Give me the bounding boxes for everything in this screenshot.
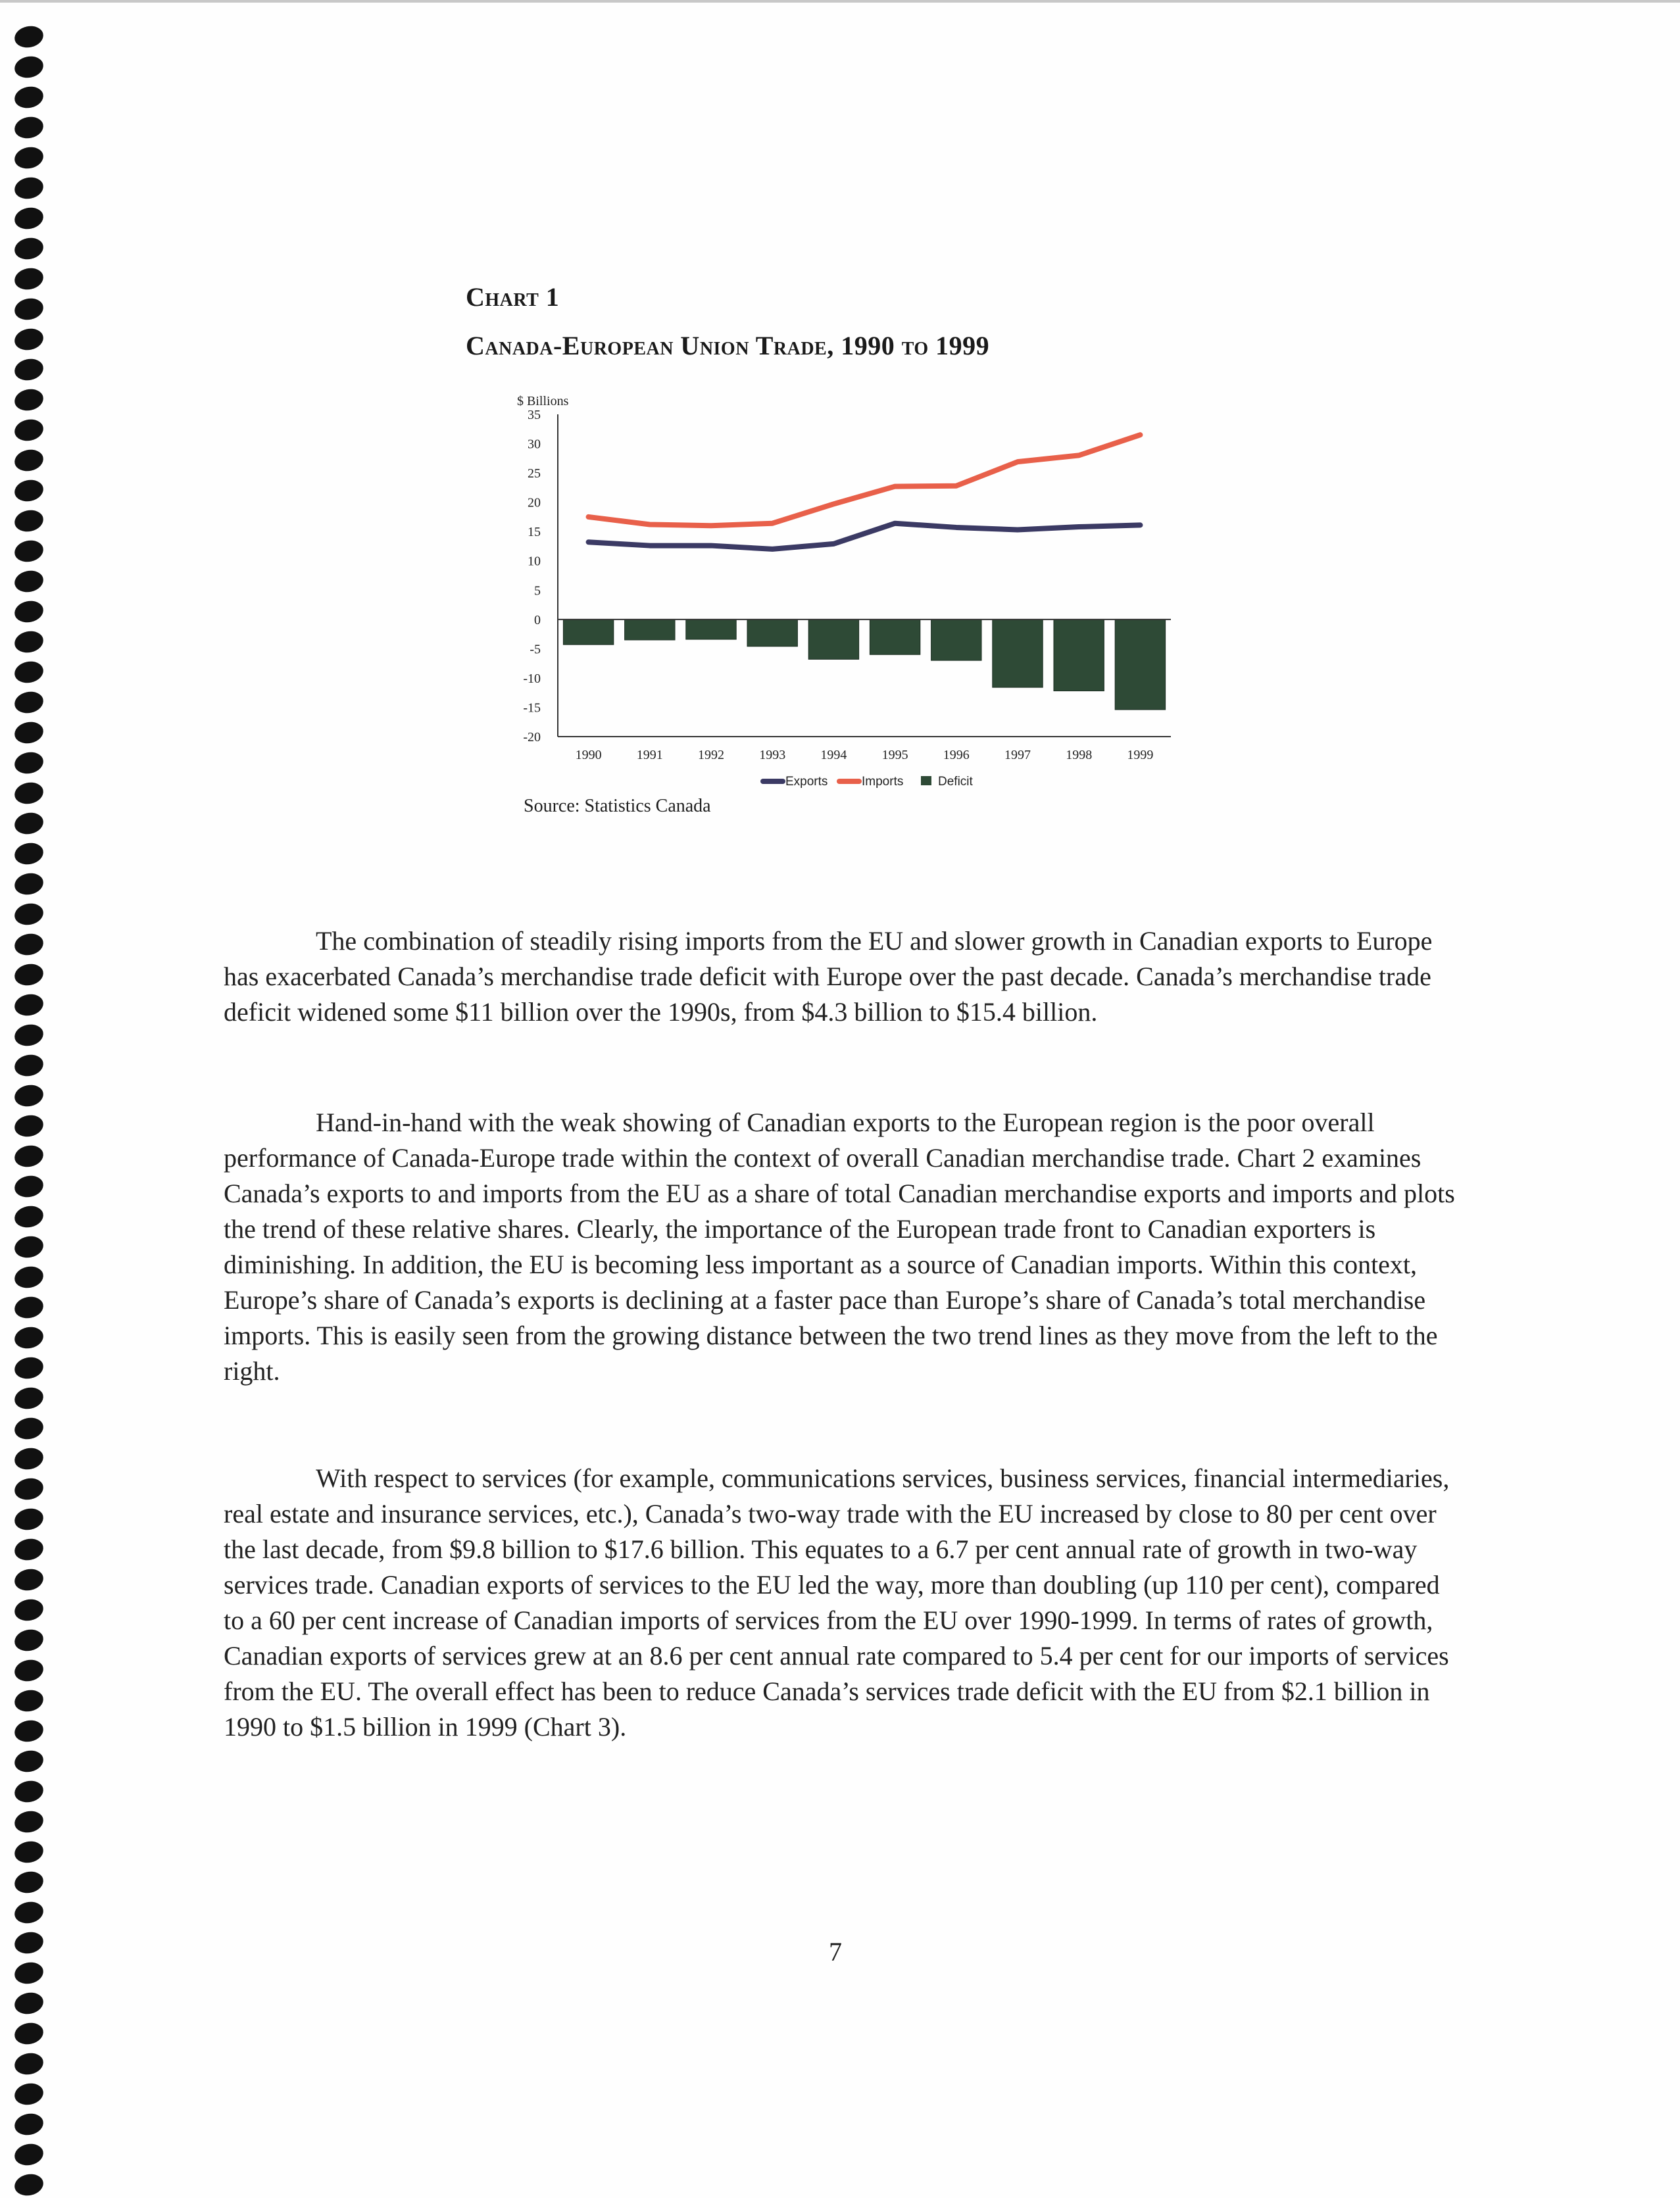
binding-hole xyxy=(12,629,45,655)
y-tick-labels xyxy=(523,408,541,745)
x-tick-label: 1992 xyxy=(698,748,724,762)
binding-hole xyxy=(12,356,45,383)
binding-hole xyxy=(12,720,45,746)
deficit-bar xyxy=(931,620,981,660)
binding-hole xyxy=(12,2141,45,2168)
chart-title: Canada-European Union Trade, 1990 to 1999 xyxy=(466,331,990,360)
binding-hole xyxy=(12,992,45,1018)
binding-hole xyxy=(12,598,45,625)
y-tick-label: 30 xyxy=(528,437,541,452)
binding-hole xyxy=(12,2020,45,2047)
y-tick-label: 15 xyxy=(528,525,541,540)
binding-hole xyxy=(12,1990,45,2016)
paragraph-2 xyxy=(224,1105,1460,1389)
spiral-binding-holes xyxy=(0,0,72,2198)
y-axis-label: $ Billions xyxy=(517,394,569,408)
deficit-bar xyxy=(747,620,797,647)
binding-hole xyxy=(12,810,45,837)
binding-hole xyxy=(12,1597,45,1623)
paragraph-3 xyxy=(224,1461,1460,1745)
binding-hole xyxy=(12,1385,45,1411)
binding-hole xyxy=(12,1294,45,1321)
binding-hole xyxy=(12,145,45,171)
x-tick-label: 1996 xyxy=(943,748,970,762)
binding-hole xyxy=(12,1657,45,1684)
legend-label: Imports xyxy=(862,775,904,789)
y-tick-label: 5 xyxy=(534,583,541,598)
paragraph-2-text: Hand-in-hand with the weak showing of Canadian exports to the European region is the poor overall performance of Canada-Europe trade within the context of overall Canadian merchandise trade. Chart 2 examines Canada’s exports to and imports from the EU as a share of total Canadian merchandise exports and imports and plots the trend of these relative shares. Clearly, the importance of the European trade front to Canadian exporters is diminishing. In addition, the EU is becoming less important as a source of Canadian imports. Within this context, Europe’s share of Canada’s exports is declining at a faster pace than Europe’s share of Canada’s total merchandise imports. This is easily seen from the growing distance between the two trend lines as they move from the left to the right. xyxy=(224,1108,1455,1386)
y-tick-label: 35 xyxy=(528,408,541,422)
binding-hole xyxy=(12,235,45,262)
chart-source: Source: Statistics Canada xyxy=(524,796,711,816)
deficit-bar xyxy=(993,620,1043,687)
legend-label: Deficit xyxy=(938,775,973,789)
x-tick-label: 1995 xyxy=(881,748,908,762)
x-tick-label: 1990 xyxy=(575,748,602,762)
binding-hole xyxy=(12,1930,45,1956)
legend-label: Exports xyxy=(785,775,828,789)
binding-hole xyxy=(12,1083,45,1109)
binding-hole xyxy=(12,780,45,806)
binding-hole xyxy=(12,1688,45,1714)
binding-hole xyxy=(12,447,45,474)
binding-hole xyxy=(12,1325,45,1351)
binding-hole xyxy=(12,1415,45,1442)
chart-label: Chart 1 xyxy=(466,282,560,312)
y-tick-label: 10 xyxy=(528,554,541,569)
binding-hole xyxy=(12,962,45,988)
binding-hole xyxy=(12,1506,45,1532)
imports-line xyxy=(589,435,1141,525)
binding-hole xyxy=(12,1627,45,1653)
paragraph-3-text: With respect to services (for example, communications services, business services, financial intermediaries, real estate and insurance services, etc.), Canada’s two-way trade with the EU increased by close to 80 per cent over the last decade, from $9.8 billion to $17.6 billion. This equates to a 6.7 per cent annual rate of growth in two-way services trade. Canadian exports of services to the EU led the way, more than doubling (up 110 per cent), compared to a 60 per cent increase of Canadian imports of services from the EU over 1990-1999. In terms of rates of growth, Canadian exports of services grew at an 8.6 per cent annual rate compared to 5.4 per cent for our imports of services from the EU. The overall effect has been to reduce Canada’s services trade deficit with the EU from $2.1 billion in 1990 to $1.5 billion in 1999 (Chart 3). xyxy=(224,1463,1450,1742)
binding-hole xyxy=(12,266,45,292)
binding-hole xyxy=(12,1173,45,1200)
x-tick-label: 1993 xyxy=(759,748,786,762)
binding-hole xyxy=(12,1446,45,1472)
x-tick-label: 1994 xyxy=(820,748,847,762)
binding-hole xyxy=(12,1113,45,1139)
binding-hole xyxy=(12,1234,45,1260)
binding-hole xyxy=(12,54,45,80)
series-lines xyxy=(589,435,1141,549)
y-tick-label: -20 xyxy=(523,730,541,745)
deficit-bar xyxy=(1054,620,1104,691)
x-tick-label: 1997 xyxy=(1004,748,1031,762)
binding-hole xyxy=(12,508,45,534)
deficit-bar xyxy=(870,620,920,654)
binding-hole xyxy=(12,175,45,201)
binding-hole xyxy=(12,2051,45,2077)
binding-hole xyxy=(12,84,45,110)
binding-hole xyxy=(12,417,45,443)
binding-hole xyxy=(12,24,45,50)
deficit-bar xyxy=(808,620,858,660)
y-tick-label: 0 xyxy=(534,612,541,627)
binding-hole xyxy=(12,477,45,504)
binding-hole xyxy=(12,568,45,595)
y-tick-label: -10 xyxy=(523,671,541,686)
binding-hole xyxy=(12,1718,45,1744)
x-tick-label: 1999 xyxy=(1127,748,1154,762)
binding-hole xyxy=(12,2081,45,2107)
binding-hole xyxy=(12,1022,45,1048)
paragraph-1 xyxy=(224,923,1460,1030)
trade-chart xyxy=(487,388,1184,789)
binding-hole xyxy=(12,114,45,141)
page-number: 7 xyxy=(829,1937,842,1966)
binding-hole xyxy=(12,1869,45,1895)
binding-hole xyxy=(12,1052,45,1079)
y-tick-label: 25 xyxy=(528,466,541,481)
binding-hole xyxy=(12,1778,45,1805)
binding-hole xyxy=(12,2111,45,2137)
x-tick-label: 1998 xyxy=(1066,748,1093,762)
binding-hole xyxy=(12,750,45,776)
deficit-bar xyxy=(625,620,675,640)
binding-hole xyxy=(12,1748,45,1774)
binding-hole xyxy=(12,538,45,564)
deficit-bars xyxy=(563,620,1165,710)
binding-hole xyxy=(12,1567,45,1593)
deficit-bar xyxy=(563,620,613,645)
binding-hole xyxy=(12,1899,45,1926)
binding-hole xyxy=(12,1143,45,1169)
chart-legend xyxy=(763,775,974,789)
binding-hole xyxy=(12,841,45,867)
binding-hole xyxy=(12,2172,45,2198)
legend-swatch xyxy=(921,776,931,785)
binding-hole xyxy=(12,1204,45,1230)
paragraph-1-text: The combination of steadily rising imports from the EU and slower growth in Canadian exports to Europe has exacerbated Canada’s merchandise trade deficit with Europe over the past decade. Canada’s merchandise trade deficit widened some $11 billion over the 1990s, from $4.3 billion to $15.4 billion. xyxy=(224,926,1433,1027)
binding-hole xyxy=(12,689,45,716)
binding-hole xyxy=(12,871,45,897)
x-tick-label: 1991 xyxy=(636,748,663,762)
binding-hole xyxy=(12,1809,45,1835)
binding-hole xyxy=(12,659,45,685)
binding-hole xyxy=(12,296,45,322)
x-tick-labels xyxy=(576,748,1154,762)
binding-hole xyxy=(12,387,45,413)
page-top-edge xyxy=(0,0,1680,3)
binding-hole xyxy=(12,1839,45,1865)
deficit-bar xyxy=(1115,620,1165,710)
y-tick-label: -5 xyxy=(530,642,541,657)
binding-hole xyxy=(12,205,45,232)
binding-hole xyxy=(12,901,45,927)
binding-hole xyxy=(12,1355,45,1381)
binding-hole xyxy=(12,1960,45,1986)
binding-hole xyxy=(12,1264,45,1290)
binding-hole xyxy=(12,1476,45,1502)
binding-hole xyxy=(12,1536,45,1563)
y-tick-label: -15 xyxy=(523,700,541,716)
deficit-bar xyxy=(686,620,736,639)
y-tick-label: 20 xyxy=(528,495,541,510)
binding-hole xyxy=(12,931,45,958)
binding-hole xyxy=(12,326,45,353)
